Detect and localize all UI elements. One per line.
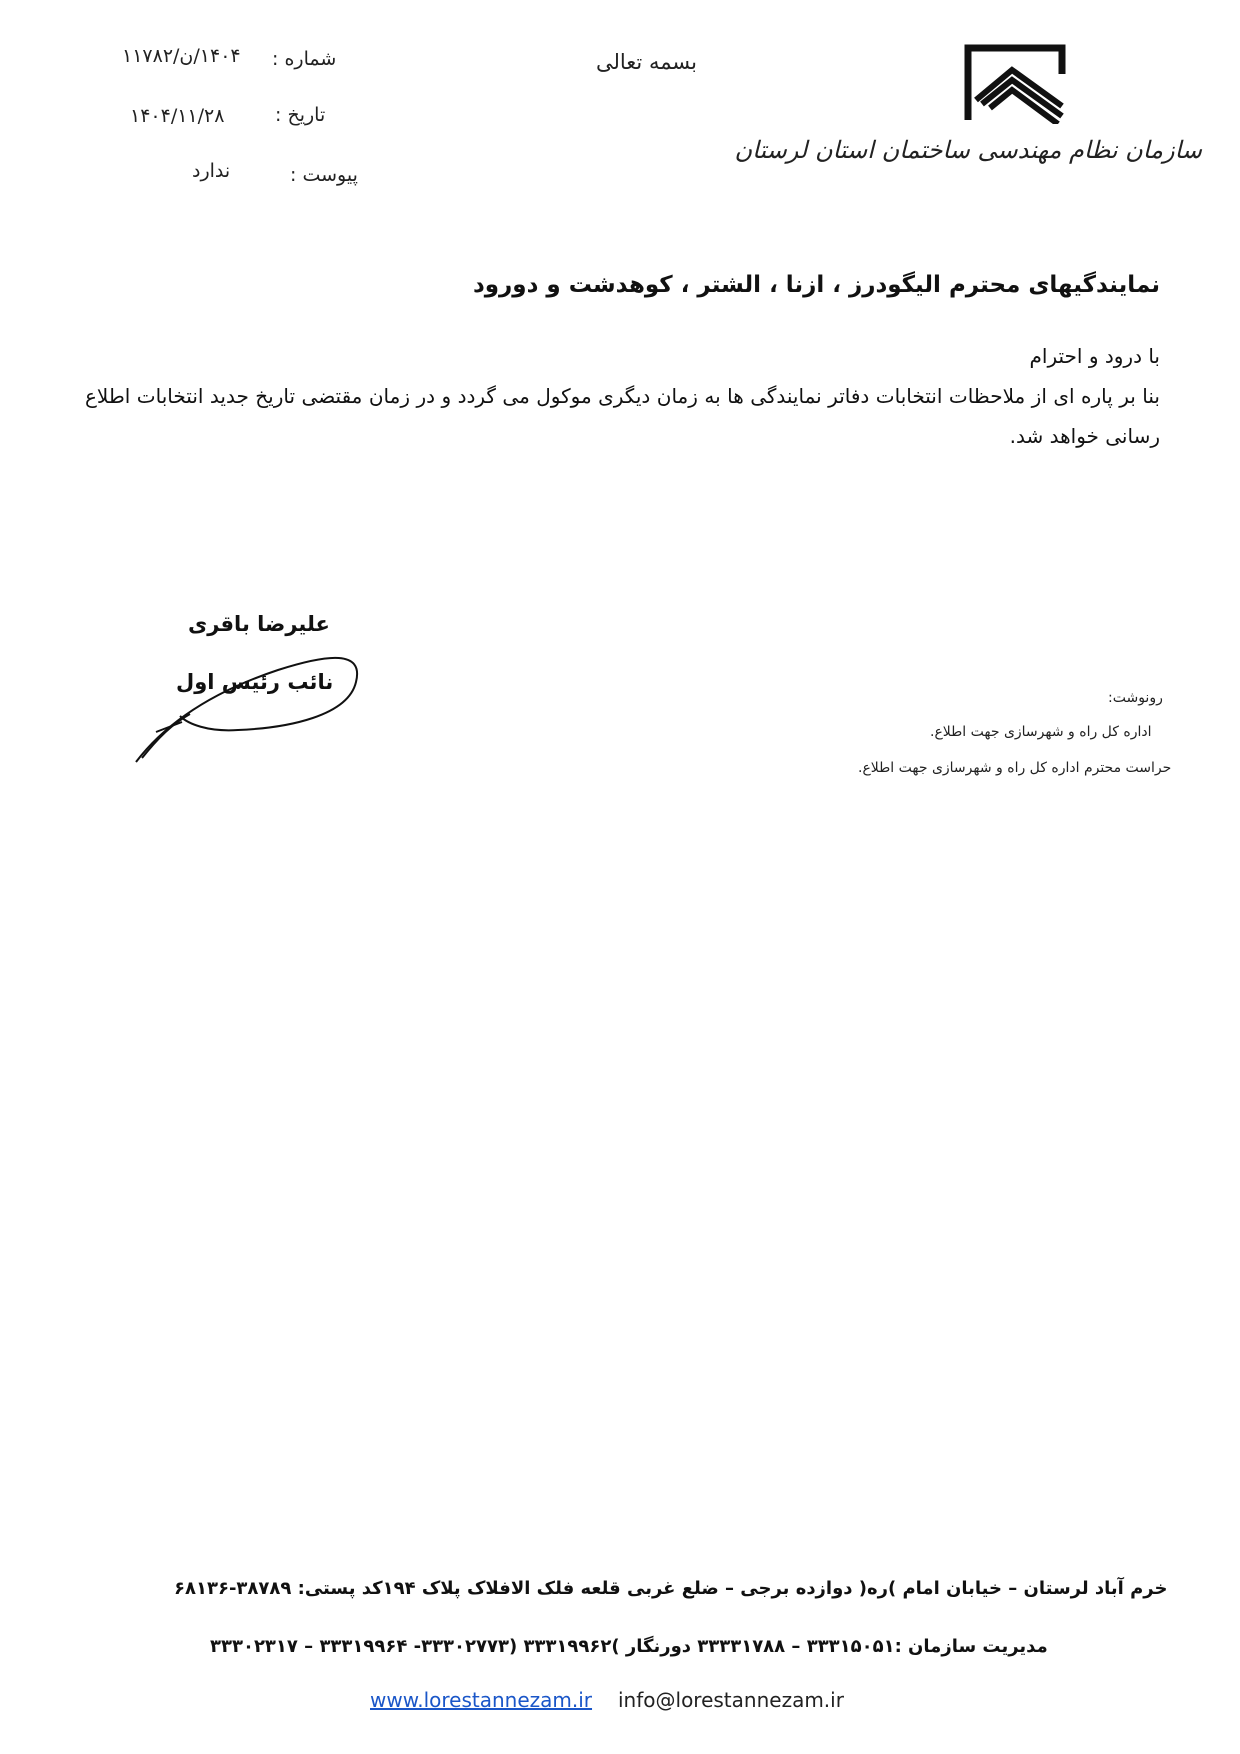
number-label: شماره :	[272, 48, 337, 70]
letter-body	[85, 336, 1160, 456]
invocation-heading: بسمه تعالی	[596, 50, 697, 74]
footer-phones: مدیریت سازمان :۳۳۳۱۵۰۵۱ – ۳۳۳۳۱۷۸۸ دورنگار )۳۳۳۱۹۹۶۲ (۳۳۳۰۲۷۷۳- ۳۳۳۱۹۹۶۴ – ۳۳۳۰۲۳۱۷	[210, 1636, 1048, 1657]
cc-line: اداره کل راه و شهرسازی جهت اطلاع.	[930, 724, 1152, 740]
date-label: تاریخ :	[275, 104, 326, 126]
cc-line: حراست محترم اداره کل راه و شهرسازی جهت اطلاع.	[858, 760, 1172, 776]
signer-name: علیرضا باقری	[188, 612, 330, 636]
attachment-label: پیوست :	[290, 164, 358, 186]
footer-email: info@lorestannezam.ir	[618, 1688, 844, 1712]
footer-address: خرم آباد لرستان – خیابان امام )ره( دوازده برجی – ضلع غربی قلعه فلک الافلاک پلاک ۱۹۴کد پستی: ۳۸۷۸۹-۶۸۱۳۶	[174, 1578, 1168, 1599]
body-paragraph: بنا بر پاره ای از ملاحظات انتخابات دفاتر نمایندگی ها به زمان دیگری موکول می گردد و در زمان مقتضی تاریخ جدید انتخابات اطلاع رسانی خواهد شد.	[85, 384, 1160, 448]
number-value: ۱۴۰۴/ن/۱۱۷۸۲	[122, 45, 241, 67]
house-logo-icon	[960, 44, 1070, 124]
cc-label: رونوشت:	[1108, 690, 1163, 706]
organization-name: سازمان نظام مهندسی ساختمان استان لرستان	[734, 136, 1202, 164]
organization-logo	[960, 44, 1070, 124]
recipient-line: نمایندگیهای محترم الیگودرز ، ازنا ، الشتر ، کوهدشت و دورود	[472, 272, 1160, 298]
attachment-value: ندارد	[192, 160, 231, 182]
signer-title: نائب رئیس اول	[176, 670, 334, 694]
signature-scribble-icon	[128, 620, 368, 770]
greeting: با درود و احترام	[1029, 344, 1160, 368]
footer-website-link[interactable]: www.lorestannezam.ir	[370, 1688, 593, 1712]
date-value: ۱۴۰۴/۱۱/۲۸	[130, 105, 225, 127]
